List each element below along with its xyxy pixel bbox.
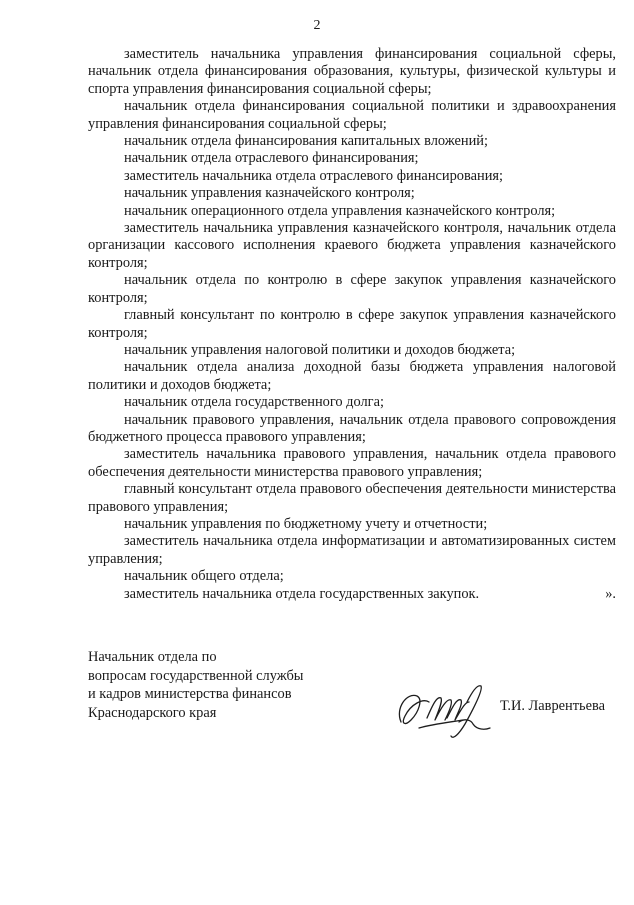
list-item: начальник правового управления, начальник отдела правового сопровождения бюджетного процесса правового управления; <box>88 411 616 445</box>
list-item: начальник отдела финансирования капитальных вложений; <box>124 133 489 150</box>
last-list-item <box>88 586 616 603</box>
list-item: главный консультант по контролю в сфере закупок управления казначейского контроля; <box>88 307 616 341</box>
list-item: главный консультант отдела правового обеспечения деятельности министерства правового управления; <box>88 481 616 515</box>
list-item: заместитель начальника отдела отраслевого финансирования; <box>124 167 504 184</box>
list-item: заместитель начальника отдела информатизации и автоматизированных систем управления; <box>88 533 616 567</box>
list-item: начальник отдела анализа доходной базы бюджета управления налоговой политики и доходов бюджета; <box>88 359 616 393</box>
list-item: начальник отдела отраслевого финансирования; <box>124 150 419 167</box>
signer-title-line: Начальник отдела по <box>88 649 217 665</box>
list-item: начальник управления по бюджетному учету и отчетности; <box>124 515 488 532</box>
signer-title <box>88 648 303 722</box>
list-item: начальник управления казначейского контроля; <box>124 185 415 202</box>
list-item: заместитель начальника правового управления, начальник отдела правового обеспечения деятельности министерства правового управления; <box>88 446 616 480</box>
list-item: начальник операционного отдела управления казначейского контроля; <box>124 202 556 219</box>
signer-title-line: вопросам государственной службы <box>88 667 304 684</box>
list-item: заместитель начальника управления казначейского контроля, начальник отдела организации кассового исполнения краевого бюджета управления казначейского контроля; <box>88 220 616 271</box>
list-item: заместитель начальника управления финансирования социальной сферы, начальник отдела финансирования образования, культуры, физической культуры и спорта управления финансирования социальной сферы; <box>88 46 616 97</box>
list-item: начальник отдела по контролю в сфере закупок управления казначейского контроля; <box>88 272 616 306</box>
list-item: начальник общего отдела; <box>124 568 284 585</box>
page-number: 2 <box>313 18 321 33</box>
document-body <box>88 46 616 603</box>
signature-block <box>88 648 616 748</box>
closing-quote: ». <box>605 585 616 602</box>
signer-title-line: Краснодарского края <box>88 704 217 721</box>
list-item: начальник отдела финансирования социальной политики и здравоохранения управления финансирования социальной сферы; <box>88 98 616 132</box>
handwritten-signature <box>393 678 493 743</box>
signer-title-line: и кадров министерства финансов <box>88 686 292 702</box>
list-item: начальник управления налоговой политики и доходов бюджета; <box>124 341 516 358</box>
last-list-item-text: заместитель начальника отдела государственных закупок. <box>124 585 480 602</box>
signer-name: Т.И. Лаврентьева <box>500 698 605 714</box>
list-item: начальник отдела государственного долга; <box>124 394 384 411</box>
